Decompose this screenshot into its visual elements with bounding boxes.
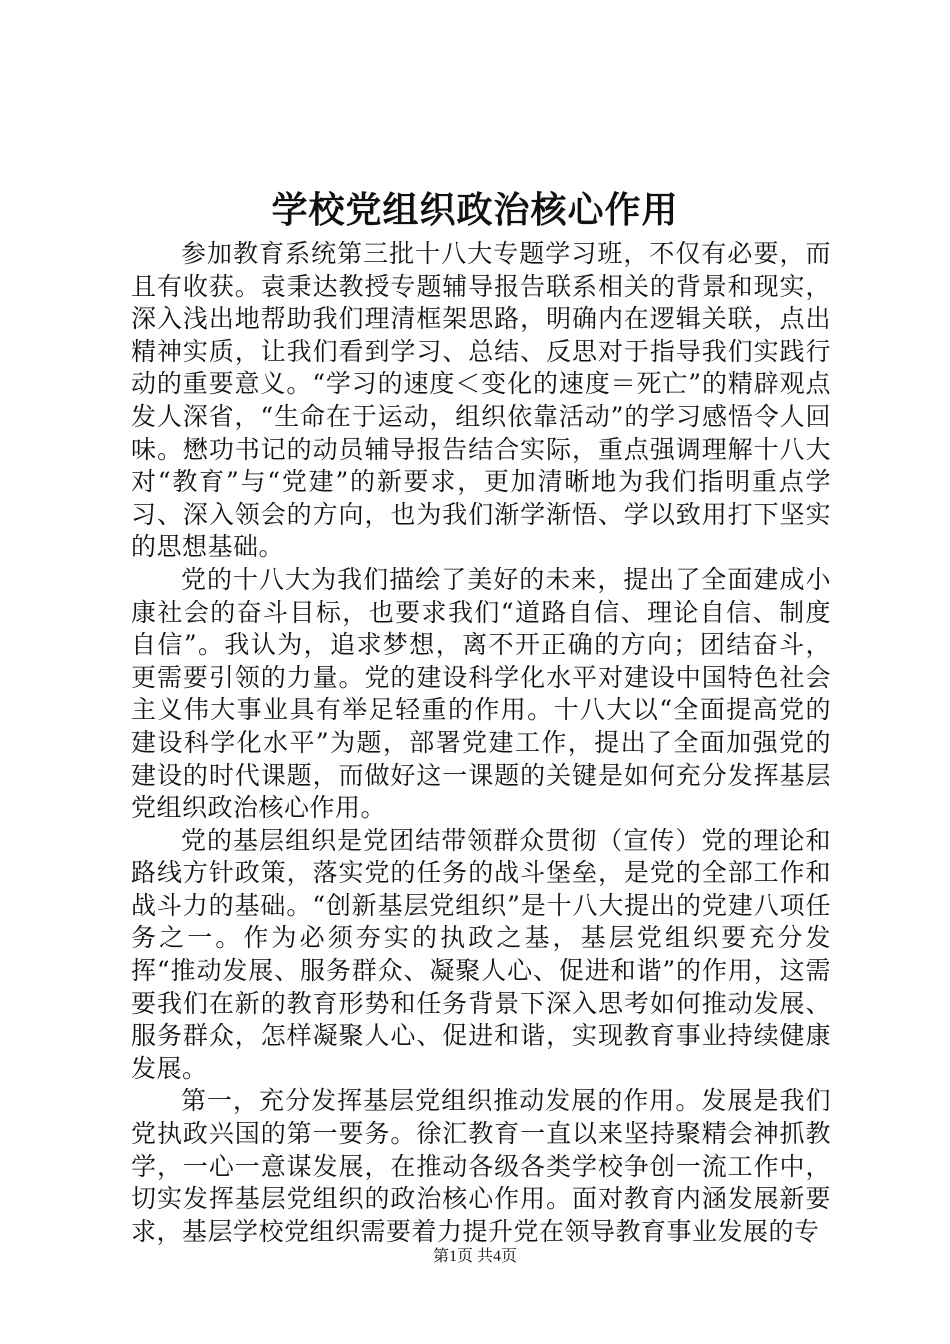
body-paragraph: 党的基层组织是党团结带领群众贯彻（宣传）党的理论和路线方针政策，落实党的任务的战斗堡垒，是党的全部工作和战斗力的基础。“创新基层党组织”是十八大提出的党建八项任务之一。作为必须夯实的执政之基，基层党组织要充分发挥“推动发展、服务群众、凝聚人心、促进和谐”的作用，这需要我们在新的教育形势和任务背景下深入思考如何推动发展、服务群众，怎样凝聚人心、促进和谐，实现教育事业持续健康发展。 (131, 825, 831, 1083)
document-body (131, 238, 831, 1248)
body-paragraph: 党的十八大为我们描绘了美好的未来，提出了全面建成小康社会的奋斗目标，也要求我们“道路自信、理论自信、制度自信”。我认为，追求梦想，离不开正确的方向；团结奋斗，更需要引领的力量。党的建设科学化水平对建设中国特色社会主义伟大事业具有举足轻重的作用。十八大以“全面提高党的建设科学化水平”为题，部署党建工作，提出了全面加强党的建设的时代课题，而做好这一课题的关键是如何充分发挥基层党组织政治核心作用。 (131, 564, 831, 823)
document-title: 学校党组织政治核心作用 (271, 189, 679, 231)
body-paragraph: 参加教育系统第三批十八大专题学习班，不仅有必要，而且有收获。袁秉达教授专题辅导报告联系相关的背景和现实，深入浅出地帮助我们理清框架思路，明确内在逻辑关联，点出精神实质，让我们看到学习、总结、反思对于指导我们实践行动的重要意义。“学习的速度＜变化的速度＝死亡”的精辟观点发人深省，“生命在于运动，组织依靠活动”的学习感悟令人回味。懋功书记的动员辅导报告结合实际，重点强调理解十八大对“教育”与“党建”的新要求，更加清晰地为我们指明重点学习、深入领会的方向，也为我们渐学渐悟、学以致用打下坚实的思想基础。 (131, 239, 831, 562)
page-footer: 第1页 共4页 (432, 1248, 517, 1265)
body-paragraph: 第一，充分发挥基层党组织推动发展的作用。发展是我们党执政兴国的第一要务。徐汇教育一直以来坚持聚精会神抓教学，一心一意谋发展，在推动各级各类学校争创一流工作中，切实发挥基层党组织的政治核心作用。面对教育内涵发展新要求，基层学校党组织需要着力提升党在领导教育事业发展的专 (131, 1086, 831, 1246)
